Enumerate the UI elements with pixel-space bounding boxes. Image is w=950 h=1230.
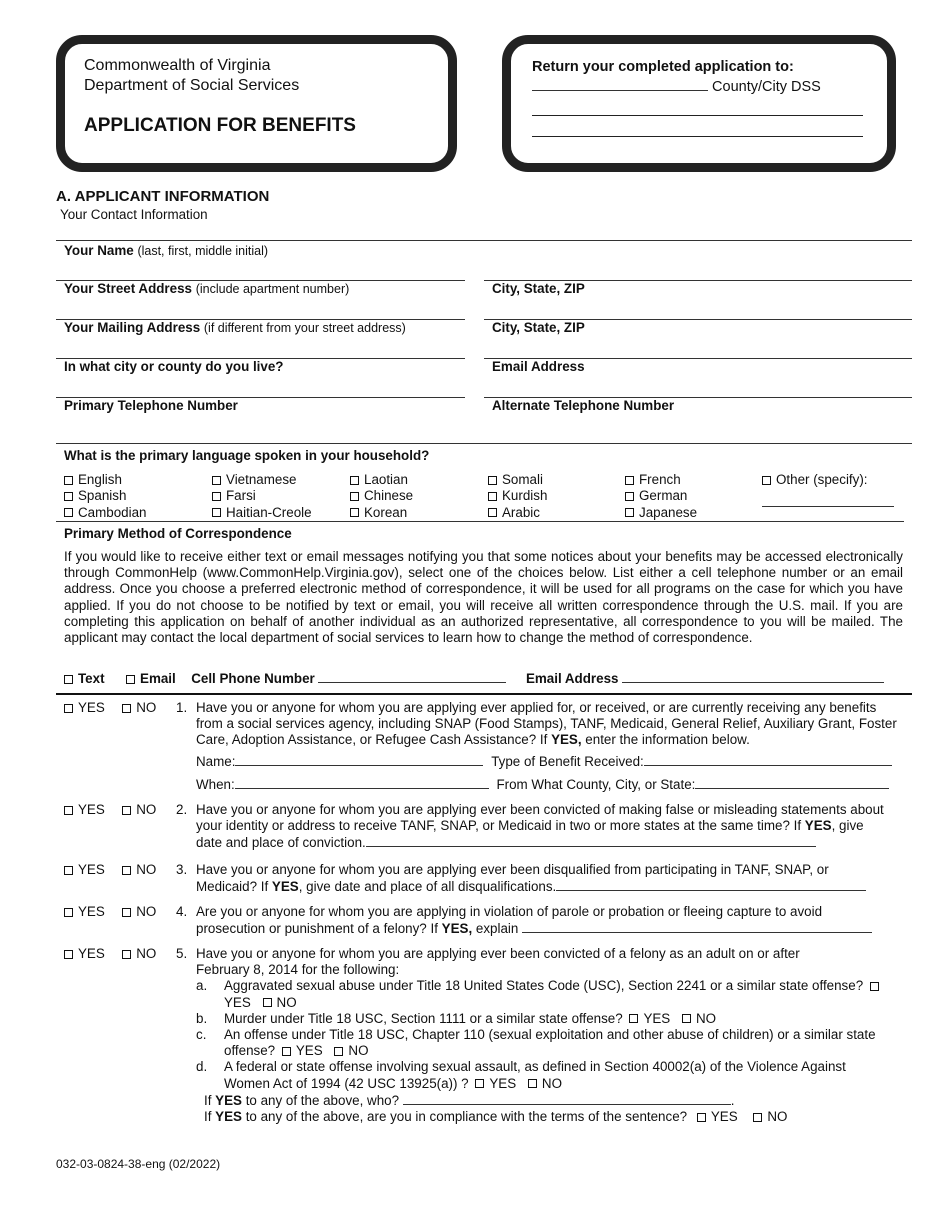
checkbox[interactable] xyxy=(263,998,272,1007)
checkbox[interactable] xyxy=(350,492,359,501)
language-column-3 xyxy=(350,472,413,521)
yes-option[interactable]: YES xyxy=(64,700,105,715)
return-box xyxy=(502,35,896,172)
q5-who-row: If YES to any of the above, who? . xyxy=(204,1092,735,1108)
checkbox[interactable] xyxy=(126,675,135,684)
q2-conviction-blank[interactable] xyxy=(366,834,816,847)
return-heading: Return your completed application to: xyxy=(532,59,794,75)
section-a-title: A. APPLICANT INFORMATION xyxy=(56,188,270,205)
question-text: 5. Have you or anyone for whom you are applying ever been convicted of a felony as an adult on or after February 8, 2014 for the following: a. Aggravated sexual abuse under Title 18 United States Code (USC), Section 2241 or a similar state offense? YES NO b. Murder under Title 18 USC, Section 1111 or a similar state offense? YES NO c. An offense under Title 18 USC, Chapter 110 (sexual exploitation and other abuse of children) or a similar state offense? YES NO d. A federal or state offense involving sexual assault, as defined in Section 40002(a) of the Violence Against Women Act of 1994 (42 USC 13925(a)) ? YES NO If YES to any of the above, who? . If YES to any of the above, are you in compliance with the terms of the sentence? YES NO xyxy=(176,946,888,1125)
yes-no-choice xyxy=(64,946,156,962)
agency-name-line1: Commonwealth of Virginia xyxy=(84,57,271,74)
name-field-line[interactable] xyxy=(56,240,912,241)
correspondence-email-blank[interactable] xyxy=(622,670,884,683)
form-number: 032-03-0824-38-eng (02/2022) xyxy=(56,1157,221,1171)
language-option[interactable]: Kurdish xyxy=(488,488,547,504)
mailing-label: Your Mailing Address (if different from your street address) xyxy=(64,320,406,335)
language-option[interactable]: Spanish xyxy=(64,488,146,504)
county-label: County/City DSS xyxy=(712,79,821,95)
yes-option[interactable]: YES xyxy=(64,862,105,877)
question-4 xyxy=(64,904,904,940)
county-blank[interactable] xyxy=(532,78,708,91)
return-county-line xyxy=(532,78,821,95)
language-option[interactable]: Korean xyxy=(350,505,413,521)
language-option[interactable]: English xyxy=(64,472,146,488)
checkbox[interactable] xyxy=(212,492,221,501)
checkbox[interactable] xyxy=(122,950,131,959)
q5-item-b: b. Murder under Title 18 USC, Section 1111 or a similar state offense? YES NO xyxy=(196,1010,717,1026)
checkbox[interactable] xyxy=(212,476,221,485)
correspondence-heading: Primary Method of Correspondence xyxy=(64,526,292,541)
language-option[interactable]: Laotian xyxy=(350,472,413,488)
return-address-line-1[interactable] xyxy=(532,115,863,116)
checkbox[interactable] xyxy=(488,476,497,485)
question-3 xyxy=(64,862,904,898)
checkbox[interactable] xyxy=(682,1014,691,1023)
question-text: 4. Are you or anyone for whom you are applying in violation of parole or probation or fleeing capture to avoid prosecution or punishment of a felony? If YES, explain xyxy=(176,904,888,937)
checkbox[interactable] xyxy=(753,1113,762,1122)
checkbox[interactable] xyxy=(64,492,73,501)
checkbox[interactable] xyxy=(282,1047,291,1056)
language-option[interactable]: German xyxy=(625,488,697,504)
q1-when-row: When: From What County, City, or State: xyxy=(196,776,889,793)
question-text: 1. Have you or anyone for whom you are applying ever applied for, or received, or are currently receiving any benefits from a social services agency, including SNAP (Food Stamps), TANF, Medicaid, General Relief, Auxiliary Grant, Foster Care, Adoption Assistance, or Refugee Cash Assistance? If YES, enter the information below. xyxy=(176,700,897,748)
question-text: 2. Have you or anyone for whom you are applying ever been convicted of making false or misleading statements about your identity or address to receive TANF, SNAP, or Medicaid in two or more states at the same time? If YES, give date and place of conviction. xyxy=(176,802,884,851)
checkbox[interactable] xyxy=(488,492,497,501)
language-divider xyxy=(56,443,912,444)
correspondence-email-label: Email Address xyxy=(525,671,619,686)
questions-top-divider xyxy=(56,693,912,695)
text-option[interactable]: Text xyxy=(64,671,105,686)
checkbox[interactable] xyxy=(212,508,221,517)
checkbox[interactable] xyxy=(625,508,634,517)
q1-from-blank[interactable] xyxy=(695,776,889,789)
question-5 xyxy=(64,946,904,1126)
language-column-1 xyxy=(64,472,146,521)
q1-name-blank[interactable] xyxy=(235,753,483,766)
checkbox[interactable] xyxy=(870,982,879,991)
street-label: Your Street Address (include apartment number) xyxy=(64,281,350,296)
yes-no-choice xyxy=(64,802,156,818)
checkbox[interactable] xyxy=(629,1014,638,1023)
yes-option[interactable]: YES xyxy=(64,904,105,919)
q1-when-blank[interactable] xyxy=(235,776,489,789)
yes-no-choice xyxy=(64,700,156,716)
q4-explain-blank[interactable] xyxy=(522,920,872,933)
city-state-zip-label-1: City, State, ZIP xyxy=(492,281,585,296)
other-language-blank[interactable] xyxy=(762,506,894,507)
language-option[interactable]: Vietnamese xyxy=(212,472,312,488)
checkbox[interactable] xyxy=(528,1079,537,1088)
q5-who-blank[interactable] xyxy=(403,1092,731,1105)
live-label: In what city or county do you live? xyxy=(64,359,284,374)
question-text: 3. Have you or anyone for whom you are applying ever been disqualified from participating in TANF, SNAP, or Medicaid? If YES, give date and place of all disqualifications. xyxy=(176,862,888,895)
alt-phone-label: Alternate Telephone Number xyxy=(492,398,675,413)
checkbox[interactable] xyxy=(64,866,73,875)
question-2 xyxy=(64,802,904,854)
checkbox[interactable] xyxy=(64,704,73,713)
checkbox[interactable] xyxy=(122,806,131,815)
language-option[interactable]: Arabic xyxy=(488,505,547,521)
checkbox[interactable] xyxy=(350,476,359,485)
language-option[interactable]: Haitian-Creole xyxy=(212,505,312,521)
language-option[interactable]: French xyxy=(625,472,697,488)
checkbox[interactable] xyxy=(625,492,634,501)
language-option[interactable]: Farsi xyxy=(212,488,312,504)
checkbox[interactable] xyxy=(625,476,634,485)
checkbox[interactable] xyxy=(488,508,497,517)
question-1 xyxy=(64,700,904,800)
checkbox[interactable] xyxy=(350,508,359,517)
language-column-5 xyxy=(625,472,697,521)
language-other[interactable]: Other (specify): xyxy=(762,472,868,488)
correspondence-options-row xyxy=(64,670,884,686)
phone-label: Primary Telephone Number xyxy=(64,398,238,413)
cell-phone-blank[interactable] xyxy=(318,670,506,683)
email-option[interactable]: Email xyxy=(126,671,176,686)
no-option[interactable]: NO xyxy=(122,862,156,877)
q3-disqualification-blank[interactable] xyxy=(556,878,866,891)
q5-item-c: c. An offense under Title 18 USC, Chapter 110 (sexual exploitation and other abuse of children) or a similar state offense? YES NO xyxy=(196,1027,876,1059)
checkbox[interactable] xyxy=(334,1047,343,1056)
cell-phone-label: Cell Phone Number xyxy=(191,671,315,686)
checkbox[interactable] xyxy=(475,1079,484,1088)
checkbox[interactable] xyxy=(64,476,73,485)
yes-no-choice xyxy=(64,862,156,878)
form-title: APPLICATION FOR BENEFITS xyxy=(84,115,356,136)
q5-compliance-row: If YES to any of the above, are you in compliance with the terms of the sentence? YES NO xyxy=(204,1109,788,1125)
agency-name-line2: Department of Social Services xyxy=(84,77,300,94)
yes-option[interactable]: YES xyxy=(64,946,105,961)
q1-benefit-blank[interactable] xyxy=(644,753,892,766)
email-label: Email Address xyxy=(492,359,585,374)
q5-item-a: a. Aggravated sexual abuse under Title 18 United States Code (USC), Section 2241 or a similar state offense? YES NO xyxy=(196,978,888,1010)
q1-name-row: Name: Type of Benefit Received: xyxy=(196,753,892,770)
checkbox[interactable] xyxy=(64,908,73,917)
checkbox[interactable] xyxy=(762,476,771,485)
checkbox[interactable] xyxy=(64,508,73,517)
language-option[interactable]: Somali xyxy=(488,472,547,488)
checkbox[interactable] xyxy=(122,866,131,875)
checkbox[interactable] xyxy=(64,950,73,959)
language-bottom-divider xyxy=(56,521,904,522)
city-state-zip-label-2: City, State, ZIP xyxy=(492,320,585,335)
yes-option[interactable]: YES xyxy=(64,802,105,817)
checkbox[interactable] xyxy=(697,1113,706,1122)
no-option[interactable]: NO xyxy=(122,946,156,961)
correspondence-paragraph: If you would like to receive either text or email messages notifying you that some notices about your benefits may be accessed electronically through CommonHelp (www.CommonHelp.Virginia.gov), select one of the choices below. List either a cell telephone number or an email address. Once you choose a preferred electronic method of correspondence, it will be used for all programs on the case for which you have applied. If you do not choose to be notified by text or email, you will receive all written correspondence through the U.S. mail. If you are completing this application on behalf of another individual as an authorized representative, all correspondence to you will be mailed. The applicant may contact the local department of social services to learn how to change the method of correspondence. xyxy=(64,549,903,646)
name-label: Your Name (last, first, middle initial) xyxy=(64,243,269,258)
checkbox[interactable] xyxy=(122,704,131,713)
q5-item-d: d. A federal or state offense involving sexual assault, as defined in Section 40002(a) of the Violence Against Women Act of 1994 (42 USC 13925(a)) ? YES NO xyxy=(196,1059,846,1091)
language-column-4 xyxy=(488,472,547,521)
language-question: What is the primary language spoken in your household? xyxy=(64,448,430,463)
checkbox[interactable] xyxy=(64,675,73,684)
yes-no-choice xyxy=(64,904,156,920)
section-a-subtitle: Your Contact Information xyxy=(60,207,208,222)
language-column-2 xyxy=(212,472,312,521)
no-option[interactable]: NO xyxy=(122,802,156,817)
language-option[interactable]: Chinese xyxy=(350,488,413,504)
language-option[interactable]: Japanese xyxy=(625,505,697,521)
checkbox[interactable] xyxy=(64,806,73,815)
no-option[interactable]: NO xyxy=(122,700,156,715)
language-option[interactable]: Cambodian xyxy=(64,505,146,521)
return-address-line-2[interactable] xyxy=(532,136,863,137)
no-option[interactable]: NO xyxy=(122,904,156,919)
checkbox[interactable] xyxy=(122,908,131,917)
title-box xyxy=(56,35,457,172)
